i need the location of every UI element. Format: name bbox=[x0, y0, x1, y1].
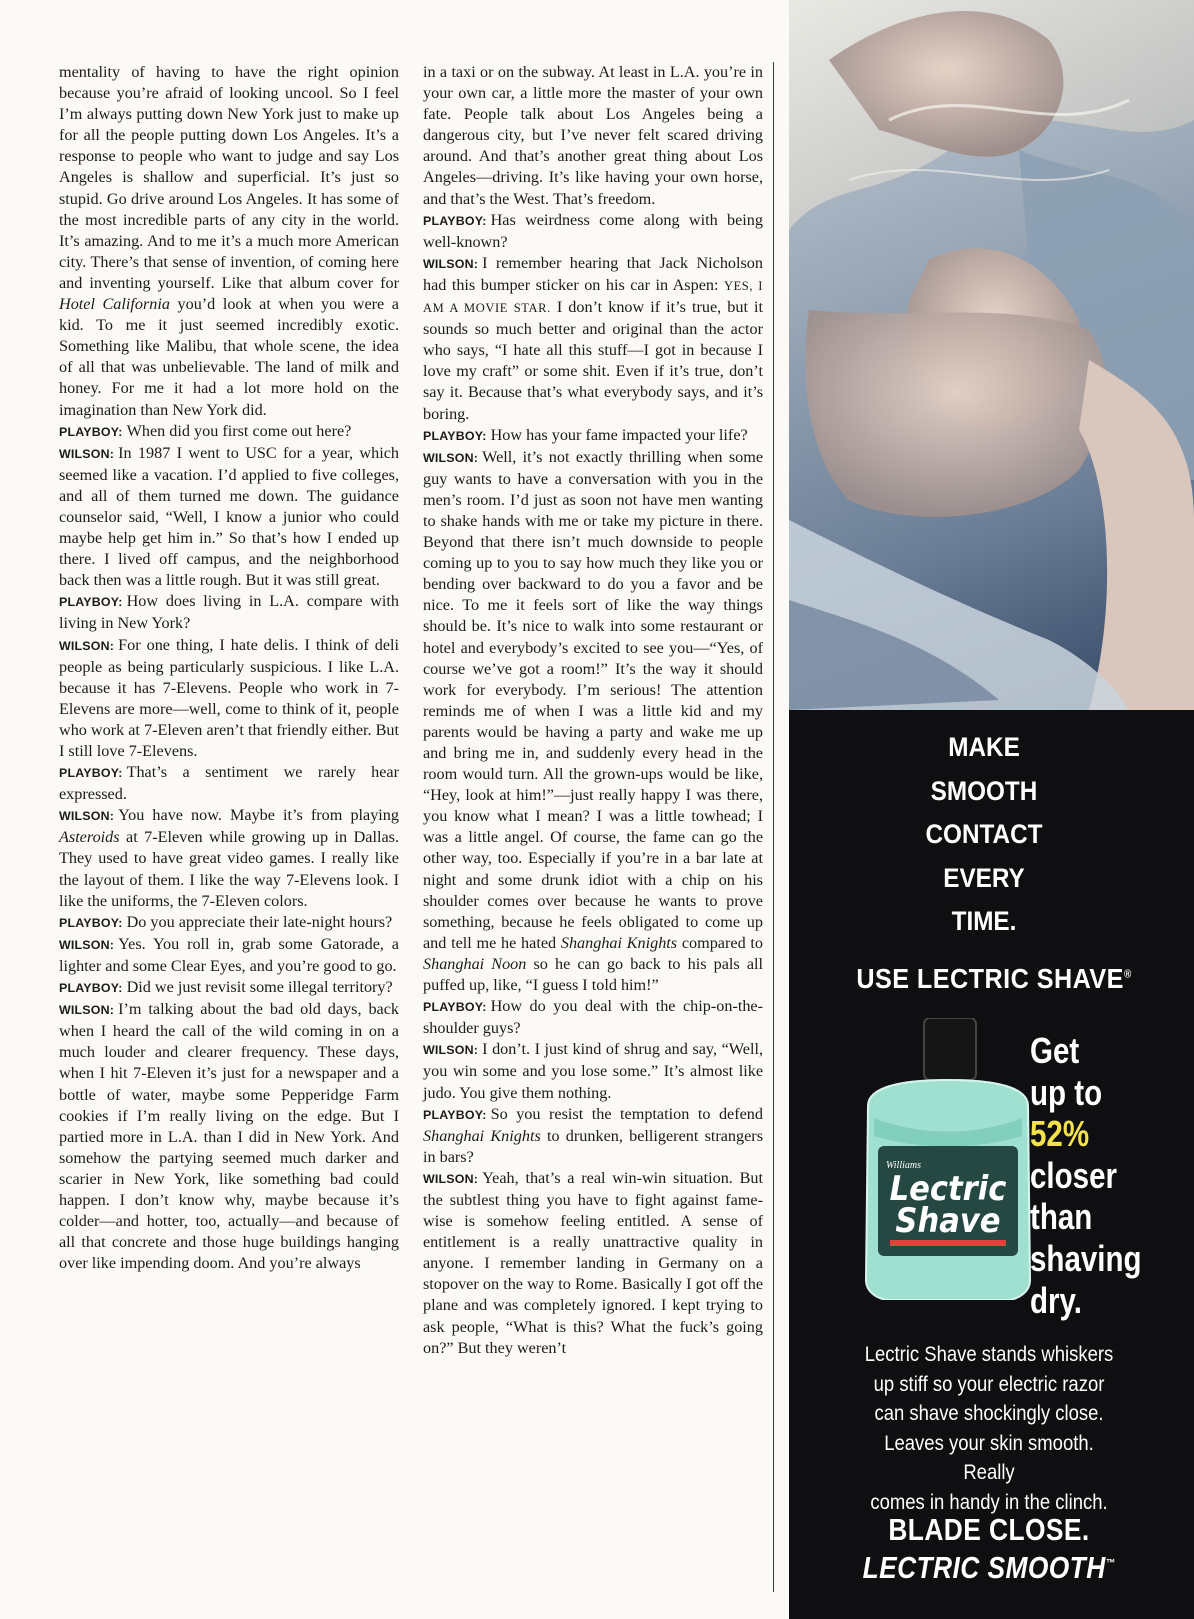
speaker-label: PLAYBOY: bbox=[59, 981, 123, 996]
paragraph-text: I don’t. I just kind of shrug and say, “Well, you win some and you lose some.” It’s almost like judo. You give them nothing. bbox=[423, 1040, 763, 1102]
qa-paragraph bbox=[59, 977, 399, 999]
trademark-mark: ™ bbox=[1105, 1557, 1116, 1570]
paragraph-text: How do you deal with the chip-on-the-shoulder guys? bbox=[423, 997, 763, 1038]
ad-headline bbox=[854, 726, 1115, 944]
speaker-label: WILSON: bbox=[423, 256, 479, 271]
paragraph-text: For one thing, I hate delis. I think of deli people as being particularly suspicious. I like L.A. because it has 7-Elevens. People who work in 7-Elevens are more—well, come to think of it, people who work at 7-Eleven aren’t that friendly either. But I still love 7-Elevens. bbox=[59, 635, 399, 760]
speaker-label: PLAYBOY: bbox=[59, 915, 123, 930]
speaker-label: WILSON: bbox=[59, 1003, 115, 1018]
ad-photo-illustration bbox=[789, 0, 1194, 710]
speaker-label: WILSON: bbox=[59, 446, 115, 461]
claim-line: dry. bbox=[1030, 1279, 1082, 1321]
speaker-label: PLAYBOY: bbox=[59, 595, 123, 610]
headline-line: TIME. bbox=[951, 906, 1017, 936]
qa-paragraph bbox=[59, 934, 399, 977]
qa-paragraph bbox=[59, 443, 399, 592]
qa-paragraph bbox=[423, 425, 763, 447]
bottle-red-band bbox=[890, 1240, 1006, 1246]
speaker-label: WILSON: bbox=[423, 450, 479, 465]
claim-line: up to bbox=[1030, 1071, 1103, 1113]
bottle-name-line1: Lectric bbox=[889, 1168, 1007, 1209]
continuation-paragraph bbox=[423, 62, 763, 210]
registered-mark: ® bbox=[1123, 968, 1132, 981]
paragraph-text: I’m talking about the bad old days, back when I heard the call of the wild coming in on a much louder and clearer frequency. These days, when I hit 7-Eleven it’s just for a newspaper and a bottle of water, maybe some Pepperidge Farm cookies if I’m really living on the edge. But I partied more in L.A. than I did in New York. And somehow the partying seemed much darker and scarier in New York, like something bad could happen. I don’t know why, maybe because it’s colder—and hotter, too, actually—and because of all that concrete and those huge buildings hanging over like impending doom. And you’re always bbox=[59, 1000, 399, 1273]
qa-paragraph bbox=[59, 912, 399, 934]
speaker-label: PLAYBOY: bbox=[423, 213, 487, 228]
speaker-label: WILSON: bbox=[59, 937, 115, 952]
article-column-middle bbox=[423, 62, 763, 1359]
use-line-text: USE LECTRIC SHAVE bbox=[856, 963, 1124, 994]
speaker-label: WILSON: bbox=[423, 1043, 479, 1058]
ad-body-copy bbox=[857, 1340, 1121, 1517]
paragraph-text: Yes. You roll in, grab some Gatorade, a lighter and some Clear Eyes, and you’re good to go. bbox=[59, 934, 399, 975]
paragraph-text: in a taxi or on the subway. At least in L.A. you’re in your own car, a little more the master of your own fate. People talk about Los Angeles being a dangerous city, but I’ve never felt scared driving around. And that’s another great thing about Los Angeles—driving. It’s like having your own horse, and that’s the West. That’s freedom. bbox=[423, 63, 763, 208]
paragraph-text: Well, it’s not exactly thrilling when some guy wants to have a conversation with you in the men’s room. I’d just as soon not have men wanting to shake hands with me or take my picture in there. Beyond that there isn’t much downside to people coming up to you to say how much they like you or bending over backward to do you a favor and be nice. To me it feels sort of like the way things should be. It’s nice to walk into some restaurant or hotel and everybody’s excited to see you—“Yes, of course we’ve got a room!” It’s the way it should work for everybody. I’m serious! The attention reminds me of when I was a little kid and my parents would be having a party and wake me up and bring me in, and suddenly every head in the room would turn. All the grown-ups would be like, “Hey, look at him!”—just really happy I was there, you know what I mean? I was a little towhead; I was a little angel. Of course, the fame can go the other way, too. Especially if you’re in a bar late at night and some drunk idiot with a chip on his shoulder comes over because he wants to prove something, because he feels obligated to come up and tell me he hated Shanghai Knights compared to Shanghai Noon so he can go back to his pals all puffed up, like, “I guess I told him!” bbox=[423, 447, 764, 995]
bottle-name-line2: Shave bbox=[895, 1200, 1001, 1241]
qa-paragraph bbox=[59, 762, 399, 805]
body-copy-line: can shave shockingly close. bbox=[874, 1402, 1104, 1425]
qa-paragraph bbox=[59, 635, 399, 763]
qa-paragraph bbox=[423, 996, 763, 1039]
headline-line: CONTACT bbox=[925, 819, 1043, 849]
paragraph-text: mentality of having to have the right opinion because you’re afraid of looking uncool. So I feel I’m always putting down New York just to make up for all the people putting down Los Angeles. It’s a response to people who want to judge and say Los Angeles is shallow and superficial. It’s just so stupid. Go drive around Los Angeles. It has some of the most incredible parts of any city in the world. It’s amazing. And to me it’s a much more American city. There’s that sense of invention, of coming here and inventing yourself. Like that album cover for Hotel California you’d look at when you were a kid. To me it just seemed incredibly exotic. Something like Malibu, that whole scene, the idea of all that was unbelievable. The land of milk and honey. For me it had a lot more hold on the imagination than New York did. bbox=[59, 63, 399, 419]
lectric-shave-advertisement bbox=[789, 0, 1194, 1619]
qa-paragraph bbox=[423, 1104, 763, 1168]
paragraph-text: Has weirdness come along with being well-known? bbox=[423, 210, 763, 251]
paragraph-text: How does living in L.A. compare with living in New York? bbox=[59, 592, 399, 633]
paragraph-text: Did we just revisit some illegal territory? bbox=[126, 978, 393, 997]
qa-paragraph bbox=[59, 591, 399, 634]
ad-tagline-line2 bbox=[862, 1550, 1117, 1586]
paragraph-text: That’s a sentiment we rarely hear expressed. bbox=[59, 763, 399, 804]
claim-line: Get bbox=[1030, 1030, 1080, 1071]
qa-paragraph bbox=[59, 421, 399, 443]
qa-paragraph bbox=[423, 447, 763, 996]
paragraph-text: How has your fame impacted your life? bbox=[490, 425, 748, 444]
qa-paragraph bbox=[59, 999, 399, 1274]
speaker-label: WILSON: bbox=[423, 1171, 479, 1186]
body-copy-line: Lectric Shave stands whiskers bbox=[864, 1343, 1114, 1366]
qa-paragraph bbox=[423, 1168, 763, 1359]
paragraph-text: I remember hearing that Jack Nicholson had this bumper sticker on his car in Aspen: YES, I AM A MOVIE STAR. I don’t know if it’s true, but it sounds so much better and original than the actor who says, “I hate all this stuff—I got in because I love my craft” or some shit. Even if it’s true, don’t say it. Because that’s what everybody says, and it’s boring. bbox=[423, 253, 763, 423]
tagline-text: LECTRIC SMOOTH bbox=[862, 1550, 1106, 1585]
claim-line: closer bbox=[1030, 1154, 1117, 1196]
qa-paragraph bbox=[423, 1039, 763, 1103]
body-copy-line: up stiff so your electric razor bbox=[873, 1372, 1105, 1396]
headline-line: SMOOTH bbox=[930, 775, 1038, 806]
headline-line: MAKE bbox=[948, 732, 1020, 762]
paragraph-text: In 1987 I went to USC for a year, which seemed like a vacation. I’d applied to five colleges, and all of them turned me down. The guidance counselor said, “Well, I know a junior who could maybe help get him in.” So that’s how I ended up there. I lived off campus, and the neighborhood back then was a little rough. But it was still great. bbox=[59, 443, 399, 590]
claim-line: than bbox=[1030, 1196, 1093, 1238]
ad-tagline-line1: BLADE CLOSE. bbox=[888, 1512, 1090, 1547]
ad-use-line bbox=[841, 963, 1147, 995]
claim-line: shaving bbox=[1030, 1237, 1142, 1279]
paragraph-text: Do you appreciate their late-night hours? bbox=[126, 912, 393, 931]
speaker-label: PLAYBOY: bbox=[423, 1000, 487, 1015]
qa-paragraph bbox=[423, 253, 763, 425]
qa-paragraph bbox=[423, 210, 763, 253]
paragraph-text: When did you first come out here? bbox=[126, 421, 352, 440]
speaker-label: PLAYBOY: bbox=[59, 766, 123, 781]
headline-line: EVERY bbox=[943, 862, 1025, 893]
body-copy-line: comes in handy in the clinch. bbox=[870, 1490, 1108, 1514]
body-copy-line: Leaves your skin smooth. Really bbox=[884, 1431, 1094, 1484]
bottle-cap bbox=[924, 1018, 976, 1080]
speaker-label: PLAYBOY: bbox=[423, 428, 487, 443]
speaker-label: PLAYBOY: bbox=[59, 424, 123, 439]
ad-claim bbox=[1030, 1030, 1161, 1321]
bottle-brand: Williams bbox=[886, 1160, 922, 1171]
ad-photo-couple bbox=[789, 0, 1194, 710]
claim-line: 52% bbox=[1030, 1113, 1090, 1155]
speaker-label: PLAYBOY: bbox=[423, 1107, 487, 1122]
column-rule bbox=[773, 62, 774, 1592]
speaker-label: WILSON: bbox=[59, 638, 115, 653]
paragraph-text: Yeah, that’s a real win-win situation. But the subtlest thing you have to fight against fame-wise is somehow feeling entitled. A sense of entitlement is a really unattractive quality in anyone. I remember landing in Germany on a stopover on the way to Rome. Basically I got off the plane and was completely ignored. I kept trying to ask people, “What is this? What the fuck’s going on?” But they weren’t bbox=[423, 1168, 763, 1357]
continuation-paragraph bbox=[59, 62, 399, 421]
article-column-left bbox=[59, 62, 399, 1274]
qa-paragraph bbox=[59, 805, 399, 911]
lectric-shave-bottle-image bbox=[858, 1018, 1038, 1300]
speaker-label: WILSON: bbox=[59, 809, 115, 824]
paragraph-text: So you resist the temptation to defend Shanghai Knights to drunken, belligerent strangers in bars? bbox=[423, 1104, 763, 1166]
paragraph-text: You have now. Maybe it’s from playing Asteroids at 7-Eleven while growing up in Dallas. They used to have great video games. I really like the layout of them. I like the way 7-Elevens look. I like the uniforms, the 7-Eleven colors. bbox=[59, 806, 399, 910]
